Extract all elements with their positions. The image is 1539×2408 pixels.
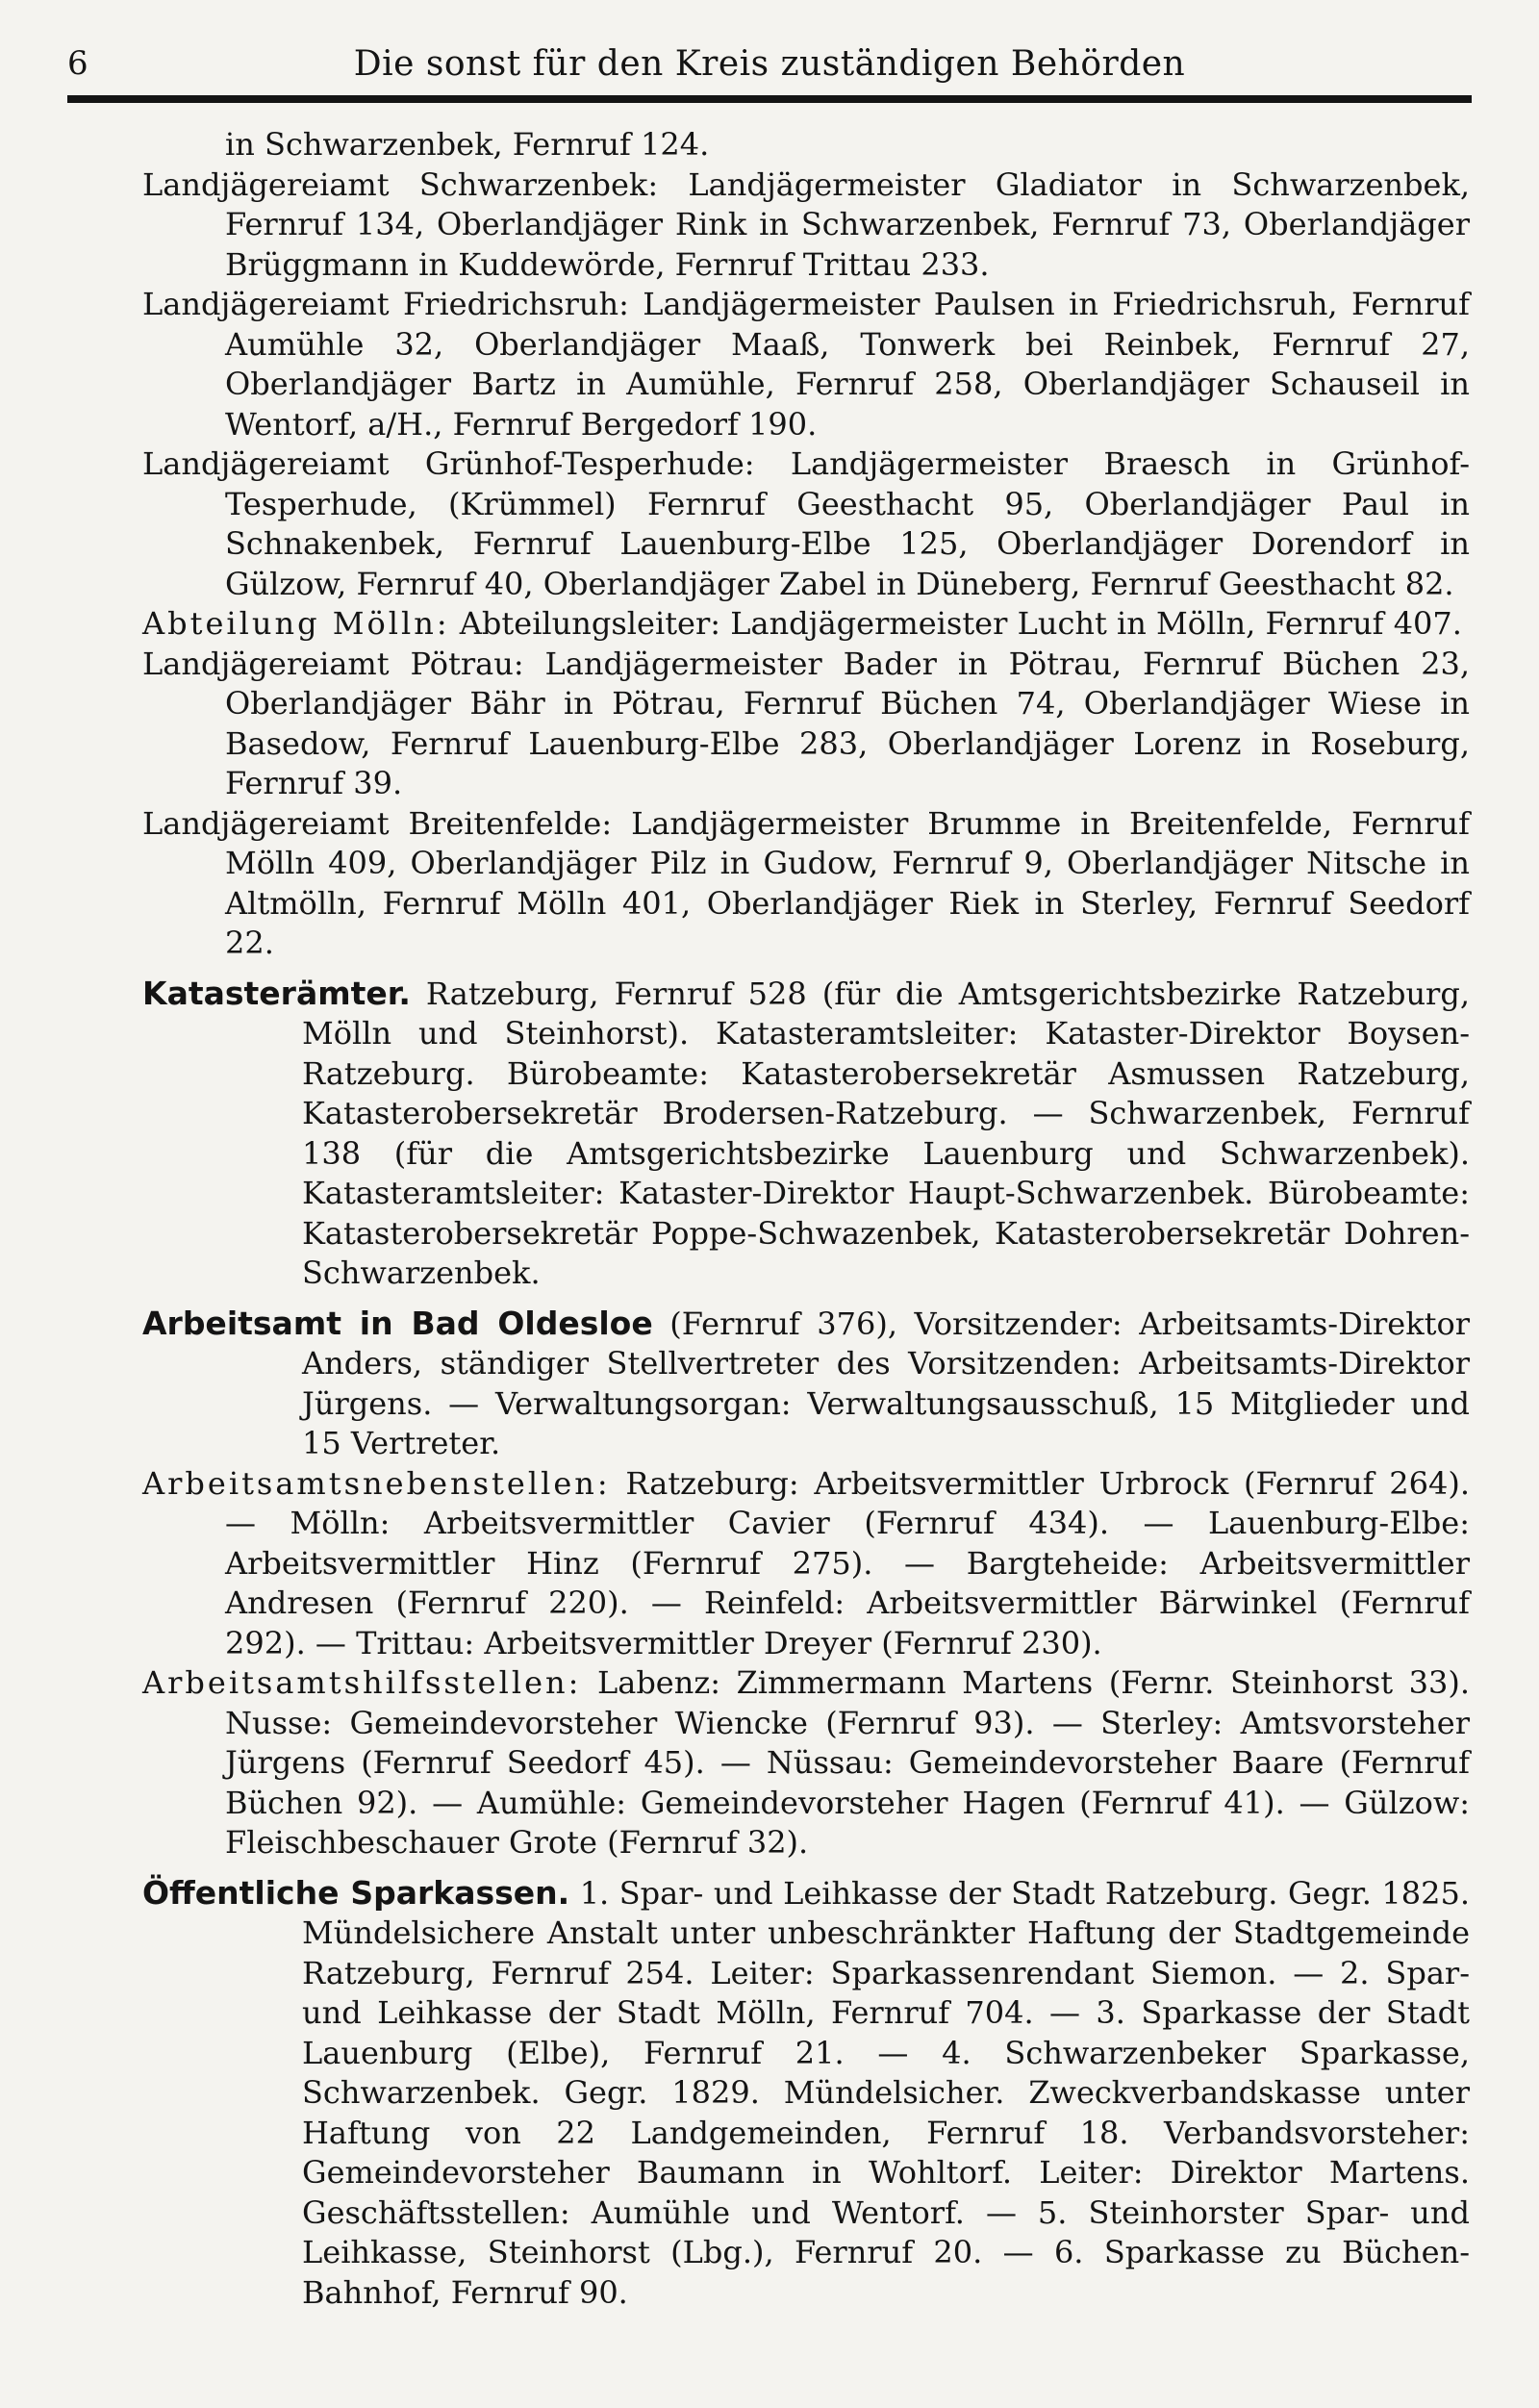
section-katasteraemter xyxy=(142,974,1470,1294)
paragraph: Landjägereiamt Schwarzenbek: Landjägermeister Gladiator in Schwarzenbek, Fernruf 134, Oberlandjäger Rink in Schwarzenbek, Fernruf 73, Oberlandjäger Brüggmann in Kuddewörde, Fernruf Trittau 233. xyxy=(142,165,1470,283)
running-title: Die sonst für den Kreis zuständigen Behörden xyxy=(353,44,1186,84)
paragraph: in Schwarzenbek, Fernruf 124. xyxy=(225,126,710,163)
header-rule xyxy=(67,95,1472,103)
paragraph-text: Ratzeburg: Arbeitsvermittler Urbrock (Fernruf 264). — Mölln: Arbeitsvermittler Cavier (Fernruf 434). — Lauenburg-Elbe: Arbeitsvermittler Hinz (Fernruf 275). — Bargteheide: Arbeitsvermittler Andresen (Fernruf 220). — Reinfeld: Arbeitsvermittler Bärwinkel (Fernruf 292). — Trittau: Arbeitsvermittler Dreyer (Fernruf 230). xyxy=(225,1464,1470,1661)
paragraph: Landjägereiamt Pötrau: Landjägermeister Bader in Pötrau, Fernruf Büchen 23, Oberlandjäger Bähr in Pötrau, Fernruf Büchen 74, Oberlandjäger Wiese in Basedow, Fernruf Lauenburg-Elbe 283, Oberlandjäger Lorenz in Roseburg, Fernruf 39. xyxy=(142,645,1470,801)
document-body xyxy=(142,125,1470,2313)
section-heading: Öffentliche Sparkassen. xyxy=(142,1873,570,1912)
spaced-lead: Arbeitsamtsnebenstellen: xyxy=(142,1464,611,1502)
paragraph: Landjägereiamt Friedrichsruh: Landjägermeister Paulsen in Friedrichsruh, Fernruf Aumühle 32, Oberlandjäger Maaß, Tonwerk bei Reinbek, Fernruf 27, Oberlandjäger Bartz in Aumühle, Fernruf 258, Oberlandjäger Schauseil in Wentorf, a/H., Fernruf Bergedorf 190. xyxy=(142,286,1470,443)
paragraph-text: Abteilungsleiter: Landjägermeister Lucht in Mölln, Fernruf 407. xyxy=(459,605,1462,642)
section-sparkassen xyxy=(142,1873,1470,2314)
paragraph-text: Labenz: Zimmermann Martens (Fernr. Steinhorst 33). Nusse: Gemeindevorsteher Wiencke (Fernruf 93). — Sterley: Amtsvorsteher Jürgens (Fernruf Seedorf 45). — Nüssau: Gemeindevorsteher Baare (Fernruf Büchen 92). — Aumühle: Gemeindevorsteher Hagen (Fernruf 41). — Gülzow: Fleischbeschauer Grote (Fernruf 32). xyxy=(225,1664,1470,1861)
paragraph: Landjägereiamt Grünhof-Tesperhude: Landjägermeister Braesch in Grünhof-Tesperhude, (Krümmel) Fernruf Geesthacht 95, Oberlandjäger Paul in Schnakenbek, Fernruf Lauenburg-Elbe 125, Oberlandjäger Dorendorf in Gülzow, Fernruf 40, Oberlandjäger Zabel in Düneberg, Fernruf Geesthacht 82. xyxy=(142,445,1470,602)
section-heading: Arbeitsamt in Bad Oldesloe xyxy=(142,1304,653,1342)
paragraph xyxy=(142,1464,1470,1664)
paragraph xyxy=(142,1663,1470,1863)
section-arbeitsamt xyxy=(142,1304,1470,1464)
section-text: (Fernruf 376), Vorsitzender: Arbeitsamts-Direktor Anders, ständiger Stellvertreter des Vorsitzenden: Arbeitsamts-Direktor Jürgens. — Verwaltungsorgan: Verwaltungsausschuß, 15 Mitglieder und 15 Vertreter. xyxy=(302,1305,1471,1461)
page-number: 6 xyxy=(67,44,88,83)
paragraph xyxy=(142,604,1470,645)
spaced-lead: Abteilung Mölln: xyxy=(142,605,450,642)
paragraph: Landjägereiamt Breitenfelde: Landjägermeister Brumme in Breitenfelde, Fernruf Mölln 409, Oberlandjäger Pilz in Gudow, Fernruf 9, Oberlandjäger Nitsche in Altmölln, Fernruf Mölln 401, Oberlandjäger Riek in Sterley, Fernruf Seedorf 22. xyxy=(142,804,1470,961)
section-text: Ratzeburg, Fernruf 528 (für die Amtsgerichtsbezirke Ratzeburg, Mölln und Steinhorst). Katasteramtsleiter: Kataster-Direktor Boysen-Ratzeburg. Bürobeamte: Katasterobersekretär Asmussen Ratzeburg, Katasterobersekretär Brodersen-Ratzeburg. — Schwarzenbek, Fernruf 138 (für die Amtsgerichtsbezirke Lauenburg und Schwarzenbek). Katasteramtsleiter: Kataster-Direktor Haupt-Schwarzenbek. Bürobeamte: Katasterobersekretär Poppe-Schwazenbek, Katasterobersekretär Dohren-Schwarzenbek. xyxy=(302,975,1471,1291)
section-heading: Katasterämter. xyxy=(142,974,411,1012)
spaced-lead: Arbeitsamtshilfsstellen: xyxy=(142,1664,582,1701)
page-header xyxy=(67,38,1472,89)
section-text: 1. Spar- und Leihkasse der Stadt Ratzeburg. Gegr. 1825. Mündelsichere Anstalt unter unbeschränkter Haftung der Stadtgemeinde Ratzeburg, Fernruf 254. Leiter: Sparkassenrendant Siemon. — 2. Spar- und Leihkasse der Stadt Mölln, Fernruf 704. — 3. Sparkasse der Stadt Lauenburg (Elbe), Fernruf 21. — 4. Schwarzenbeker Sparkasse, Schwarzenbek. Gegr. 1829. Mündelsicher. Zweckverbandskasse unter Haftung von 22 Landgemeinden, Fernruf 18. Verbandsvorsteher: Gemeindevorsteher Baumann in Wohltorf. Leiter: Direktor Martens. Geschäftsstellen: Aumühle und Wentorf. — 5. Steinhorster Spar- und Leihkasse, Steinhorst (Lbg.), Fernruf 20. — 6. Sparkasse zu Büchen-Bahnhof, Fernruf 90. xyxy=(302,1874,1470,2311)
